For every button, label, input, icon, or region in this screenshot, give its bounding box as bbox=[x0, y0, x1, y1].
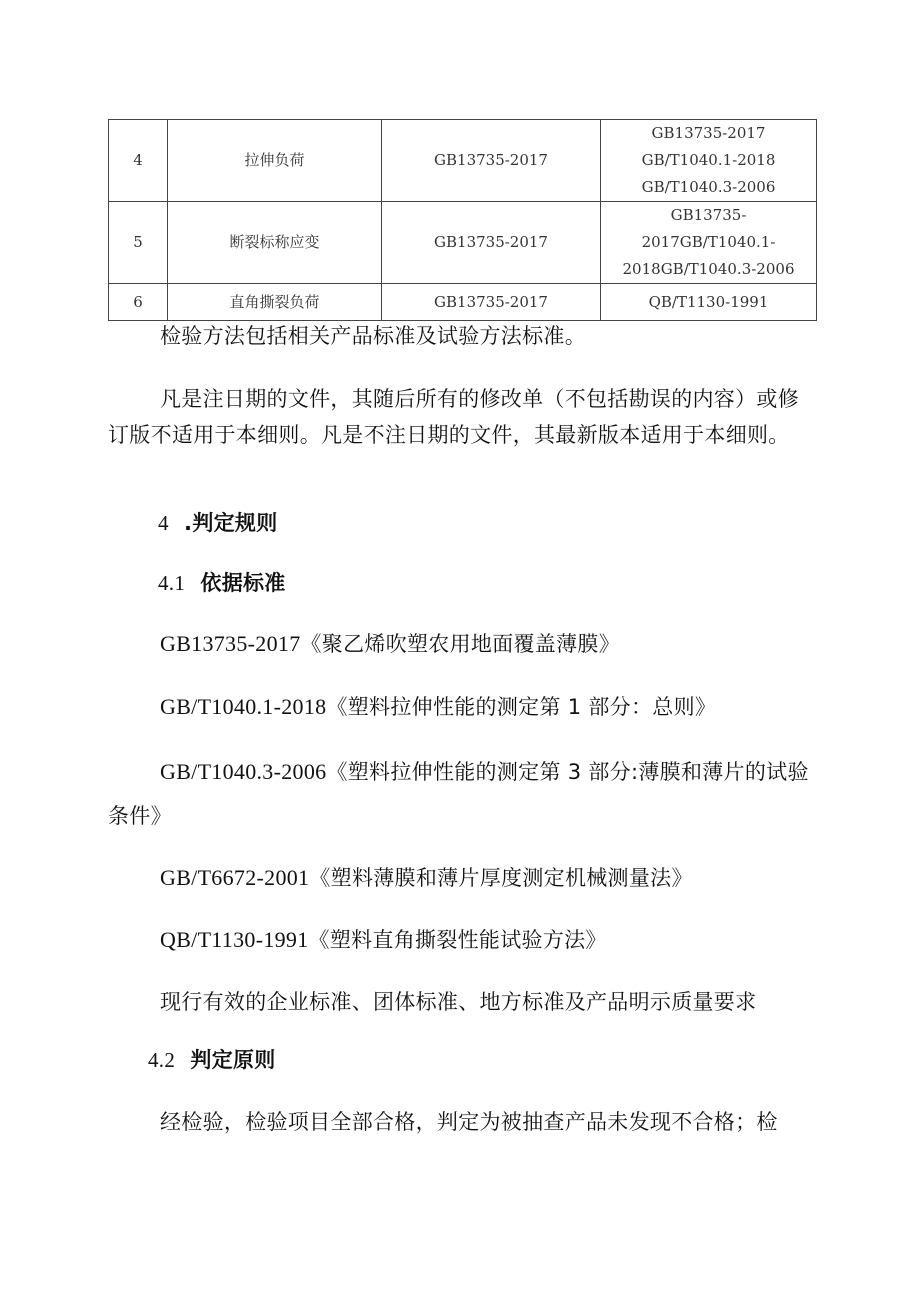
standard-entry bbox=[108, 626, 820, 662]
test-method bbox=[601, 202, 817, 284]
test-item-name: 断裂标称应变 bbox=[168, 202, 382, 284]
test-method-line: 2017GB/T1040.1- bbox=[641, 233, 776, 251]
test-method bbox=[601, 120, 817, 202]
standard-entry bbox=[108, 860, 820, 896]
table-row bbox=[109, 120, 817, 202]
test-item-name: 直角撕裂负荷 bbox=[168, 284, 382, 321]
standard-code: GB13735-2017 bbox=[160, 631, 301, 656]
section-title: 依据标准 bbox=[200, 571, 286, 595]
test-method-line: GB/T1040.3-2006 bbox=[641, 178, 776, 196]
test-method-line: QB/T1130-1991 bbox=[648, 292, 769, 311]
standard-entry bbox=[108, 922, 820, 958]
test-method-line: GB13735- bbox=[670, 206, 747, 224]
standard-name: 《塑料薄膜和薄片厚度测定机械测量法》 bbox=[309, 866, 693, 890]
section-title: 判定原则 bbox=[190, 1048, 276, 1072]
section-number: 4.1 bbox=[158, 571, 186, 595]
test-method-line: GB/T1040.1-2018 bbox=[641, 151, 776, 169]
test-items-table bbox=[108, 119, 817, 321]
section-number: 4 bbox=[158, 511, 169, 535]
section-title: .判定规则 bbox=[184, 511, 278, 535]
methods-paragraph: 检验方法包括相关产品标准及试验方法标准。 bbox=[160, 324, 586, 348]
row-number: 6 bbox=[109, 284, 168, 321]
standard-code: GB/T6672-2001 bbox=[160, 865, 310, 890]
standard-code: GB/T1040.1-2018 bbox=[160, 694, 327, 719]
standard-entry bbox=[108, 750, 820, 838]
standard-name: 《塑料拉伸性能的测定第 3 部分:薄膜和薄片的试验条件》 bbox=[108, 760, 809, 828]
section-4-2-heading bbox=[148, 1042, 860, 1078]
judgement-standard: GB13735-2017 bbox=[382, 120, 601, 202]
section-4-heading bbox=[158, 505, 870, 541]
standard-code: QB/T1130-1991 bbox=[160, 927, 309, 952]
row-number: 4 bbox=[109, 120, 168, 202]
other-standards-paragraph: 现行有效的企业标准、团体标准、地方标准及产品明示质量要求 bbox=[160, 990, 757, 1014]
test-method-line: GB13735-2017 bbox=[651, 124, 766, 142]
section-4-1-heading bbox=[158, 565, 870, 601]
test-method-line: 2018GB/T1040.3-2006 bbox=[622, 260, 795, 278]
test-item-name: 拉伸负荷 bbox=[168, 120, 382, 202]
table-row bbox=[109, 202, 817, 284]
standard-name: 《塑料直角撕裂性能试验方法》 bbox=[308, 928, 607, 952]
section-number: 4.2 bbox=[148, 1048, 176, 1072]
test-method bbox=[601, 284, 817, 321]
table-row bbox=[109, 284, 817, 321]
judgement-paragraph: 经检验，检验项目全部合格，判定为被抽查产品未发现不合格；检 bbox=[160, 1110, 778, 1134]
standard-entry bbox=[108, 689, 820, 725]
judgement-standard: GB13735-2017 bbox=[382, 202, 601, 284]
judgement-standard: GB13735-2017 bbox=[382, 284, 601, 321]
dated-documents-paragraph: 凡是注日期的文件，其随后所有的修改单（不包括勘误的内容）或修订版不适用于本细则。凡是不注日期的文件，其最新版本适用于本细则。 bbox=[108, 387, 799, 447]
standard-name: 《塑料拉伸性能的测定第 1 部分：总则》 bbox=[326, 695, 717, 719]
standard-name: 《聚乙烯吹塑农用地面覆盖薄膜》 bbox=[300, 632, 620, 656]
standard-code: GB/T1040.3-2006 bbox=[160, 759, 327, 784]
row-number: 5 bbox=[109, 202, 168, 284]
